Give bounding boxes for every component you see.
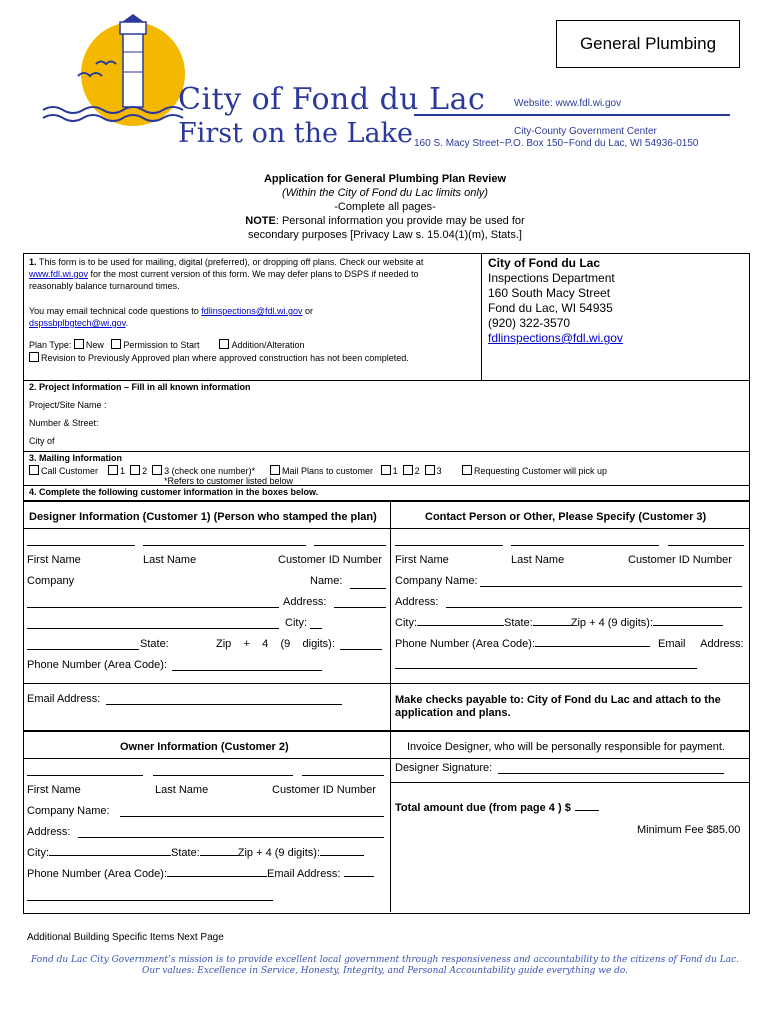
section1-text: 1. This form is to be used for mailing, digital (preferred), or dropping off plans. Check our website at www.fdl.wi.gov for the most current version of this form. We may defer plans to DSPS if needed to reasonably balance turnaround times.	[29, 257, 424, 291]
owner-company-field[interactable]	[120, 816, 384, 817]
header-website: Website: www.fdl.wi.gov	[514, 98, 622, 109]
designer-state-field[interactable]	[27, 649, 139, 650]
mail-plans-checkbox[interactable]	[270, 465, 280, 475]
city-tagline: First on the Lake	[178, 118, 413, 149]
mission-statement: Fond du Lac City Government’s mission is to provide excellent local government through responsiveness and accountability to the citizens of Fond du Lac.	[31, 955, 739, 965]
contact-last-name-label: Last Name	[511, 554, 565, 566]
inspections-email-link[interactable]: fdlinspections@fdl.wi.gov	[201, 306, 303, 316]
contact-company-field[interactable]	[480, 586, 742, 587]
form-type-label: General Plumbing	[579, 34, 717, 53]
designer-email-field[interactable]	[106, 704, 342, 705]
designer-zip-label: Zip + 4 (9 digits):	[216, 638, 335, 650]
contact-state-field[interactable]	[533, 625, 571, 626]
designer-state-label: State:	[140, 638, 169, 650]
total-amount-field[interactable]	[575, 810, 599, 811]
city-of-label: City of	[29, 436, 55, 446]
designer-signature-field[interactable]	[498, 773, 724, 774]
designer-address2-field[interactable]	[27, 628, 279, 629]
values-statement: Our values: Excellence in Service, Honesty, Integrity, and Personal Accountability guide everything we do.	[141, 966, 629, 976]
plan-addition-checkbox[interactable]	[219, 339, 229, 349]
owner-last-name-field[interactable]	[153, 775, 293, 776]
contact-customer-id-label: Customer ID Number	[628, 554, 732, 566]
plan-permission-checkbox[interactable]	[111, 339, 121, 349]
title-note-line2: secondary purposes [Privacy Law s. 15.04(1)(m), Stats.]	[248, 229, 522, 241]
designer-city-label: City:	[285, 617, 307, 629]
contact-zip-field[interactable]	[653, 625, 723, 626]
site-name-label: Project/Site Name :	[29, 400, 107, 410]
title-note: NOTE: Personal information you provide may be used for	[245, 215, 525, 227]
minimum-fee: Minimum Fee $85.00	[637, 824, 741, 836]
designer-email-label: Email Address:	[27, 693, 101, 705]
mail-2-checkbox[interactable]	[403, 465, 413, 475]
section4-heading: 4. Complete the following customer information in the boxes below.	[29, 487, 319, 497]
designer-last-name-label: Last Name	[143, 554, 197, 566]
contact-address-label: Address:	[395, 596, 439, 608]
title-subtitle: (Within the City of Fond du Lac limits only)	[282, 187, 488, 199]
call-3-checkbox[interactable]	[152, 465, 162, 475]
contact-customer-id-field[interactable]	[668, 545, 744, 546]
owner-customer-id-field[interactable]	[302, 775, 384, 776]
next-page-note: Additional Building Specific Items Next Page	[27, 932, 224, 943]
designer-zip-field[interactable]	[340, 649, 382, 650]
total-amount-row: Total amount due (from page 4 ) $	[395, 802, 599, 814]
mailing-footnote: *Refers to customer listed below	[164, 476, 294, 486]
plan-new-checkbox[interactable]	[74, 339, 84, 349]
owner-last-name-label: Last Name	[155, 784, 209, 796]
owner-state-field[interactable]	[200, 855, 238, 856]
checks-payable-text: Make checks payable to: City of Fond du Lac and attach to the application and plans.	[395, 694, 721, 719]
owner-first-name-field[interactable]	[27, 775, 143, 776]
designer-last-name-field[interactable]	[143, 545, 306, 546]
owner-zip-field[interactable]	[320, 855, 364, 856]
header-govt-center: City-County Government Center	[514, 126, 657, 137]
owner-address-field[interactable]	[78, 837, 384, 838]
call-2-checkbox[interactable]	[130, 465, 140, 475]
designer-phone-label: Phone Number (Area Code):	[27, 659, 168, 671]
mail-1-checkbox[interactable]	[381, 465, 391, 475]
header-address: 160 S. Macy Street~P.O. Box 150~Fond du Lac, WI 54936-0150	[414, 138, 699, 149]
header-rule	[414, 114, 730, 116]
page-title: Application for General Plumbing Plan Review	[263, 173, 507, 185]
designer-address-label: Address:	[283, 596, 327, 608]
contact-last-name-field[interactable]	[511, 545, 659, 546]
city-logo	[38, 12, 188, 127]
contact-email-field[interactable]	[395, 668, 697, 669]
owner-city-row: City: State: Zip + 4 (9 digits):	[27, 847, 364, 859]
designer-name-field[interactable]	[350, 588, 386, 589]
designer-city-field[interactable]	[310, 628, 322, 629]
office-email-link[interactable]: fdlinspections@fdl.wi.gov	[488, 331, 623, 345]
designer-customer-id-field[interactable]	[314, 545, 386, 546]
contact-city-field[interactable]	[417, 625, 504, 626]
designer-customer-id-label: Customer ID Number	[278, 554, 382, 566]
mail-3-checkbox[interactable]	[425, 465, 435, 475]
owner-first-name-label: First Name	[27, 784, 81, 796]
designer-signature-label: Designer Signature:	[395, 762, 493, 774]
owner-heading: Owner Information (Customer 2)	[120, 741, 289, 753]
section3-heading: 3. Mailing Information	[29, 453, 123, 463]
owner-email-field[interactable]	[344, 876, 374, 877]
designer-phone-field[interactable]	[172, 670, 322, 671]
plan-revision-row: Revision to Previously Approved plan where approved construction has not been completed.	[29, 352, 409, 363]
contact-city-row: City: State: Zip + 4 (9 digits):	[395, 617, 723, 629]
call-1-checkbox[interactable]	[108, 465, 118, 475]
designer-company-field[interactable]	[27, 607, 279, 608]
call-customer-checkbox[interactable]	[29, 465, 39, 475]
owner-phone-row: Phone Number (Area Code): Email Address:	[27, 868, 374, 880]
title-block	[185, 172, 585, 242]
designer-address-field[interactable]	[334, 607, 386, 608]
contact-heading: Contact Person or Other, Please Specify (Customer 3)	[425, 511, 707, 523]
mailing-options-row: Call Customer 1 2 3 (check one number)*	[29, 465, 255, 476]
dsps-email-link[interactable]: dspssbplbgtech@wi.gov	[29, 318, 126, 328]
designer-heading: Designer Information (Customer 1) (Person who stamped the plan)	[29, 511, 377, 523]
contact-email-label: Email Address:	[658, 638, 744, 650]
title-instruction: -Complete all pages-	[334, 201, 436, 213]
owner-phone-field[interactable]	[167, 876, 267, 877]
contact-company-label: Company Name:	[395, 575, 478, 587]
city-name: City of Fond du Lac	[178, 82, 486, 117]
lighthouse-sun-icon	[38, 12, 188, 127]
street-label: Number & Street:	[29, 418, 99, 428]
designer-company-label: Company	[27, 575, 75, 587]
designer-first-name-field[interactable]	[27, 545, 135, 546]
website-link[interactable]: www.fdl.wi.gov	[29, 269, 89, 279]
contact-first-name-label: First Name	[395, 554, 449, 566]
section1-email-text: You may email technical code questions to fdlinspections@fdl.wi.gov or dspssbplbgtech@wi.gov.	[29, 306, 313, 328]
pickup-row: Requesting Customer will pick up	[462, 465, 607, 476]
designer-first-name-label: First Name	[27, 554, 81, 566]
owner-address-label: Address:	[27, 826, 71, 838]
owner-company-label: Company Name:	[27, 805, 110, 817]
owner-customer-id-label: Customer ID Number	[272, 784, 376, 796]
owner-city-field[interactable]	[49, 855, 171, 856]
mail-plans-row: Mail Plans to customer 1 2 3	[270, 465, 442, 476]
plan-type-row: Plan Type: New Permission to Start Addition/Alteration	[29, 340, 305, 350]
pickup-checkbox[interactable]	[462, 465, 472, 475]
invoice-designer-text: Invoice Designer, who will be personally responsible for payment.	[407, 741, 725, 753]
section2-heading: 2. Project Information – Fill in all known information	[29, 382, 251, 392]
office-address: City of Fond du Lac Inspections Department 160 South Macy Street Fond du Lac, WI 54935 (920) 322-3570 fdlinspections@fdl.wi.gov	[488, 256, 623, 345]
contact-phone-field[interactable]	[535, 646, 650, 647]
designer-name-label: Name:	[310, 575, 343, 587]
contact-first-name-field[interactable]	[395, 545, 503, 546]
owner-email2-field[interactable]	[27, 900, 273, 901]
plan-revision-checkbox[interactable]	[29, 352, 39, 362]
contact-phone-row: Phone Number (Area Code):	[395, 638, 650, 650]
contact-address-field[interactable]	[446, 607, 742, 608]
form-type-box	[556, 20, 740, 68]
